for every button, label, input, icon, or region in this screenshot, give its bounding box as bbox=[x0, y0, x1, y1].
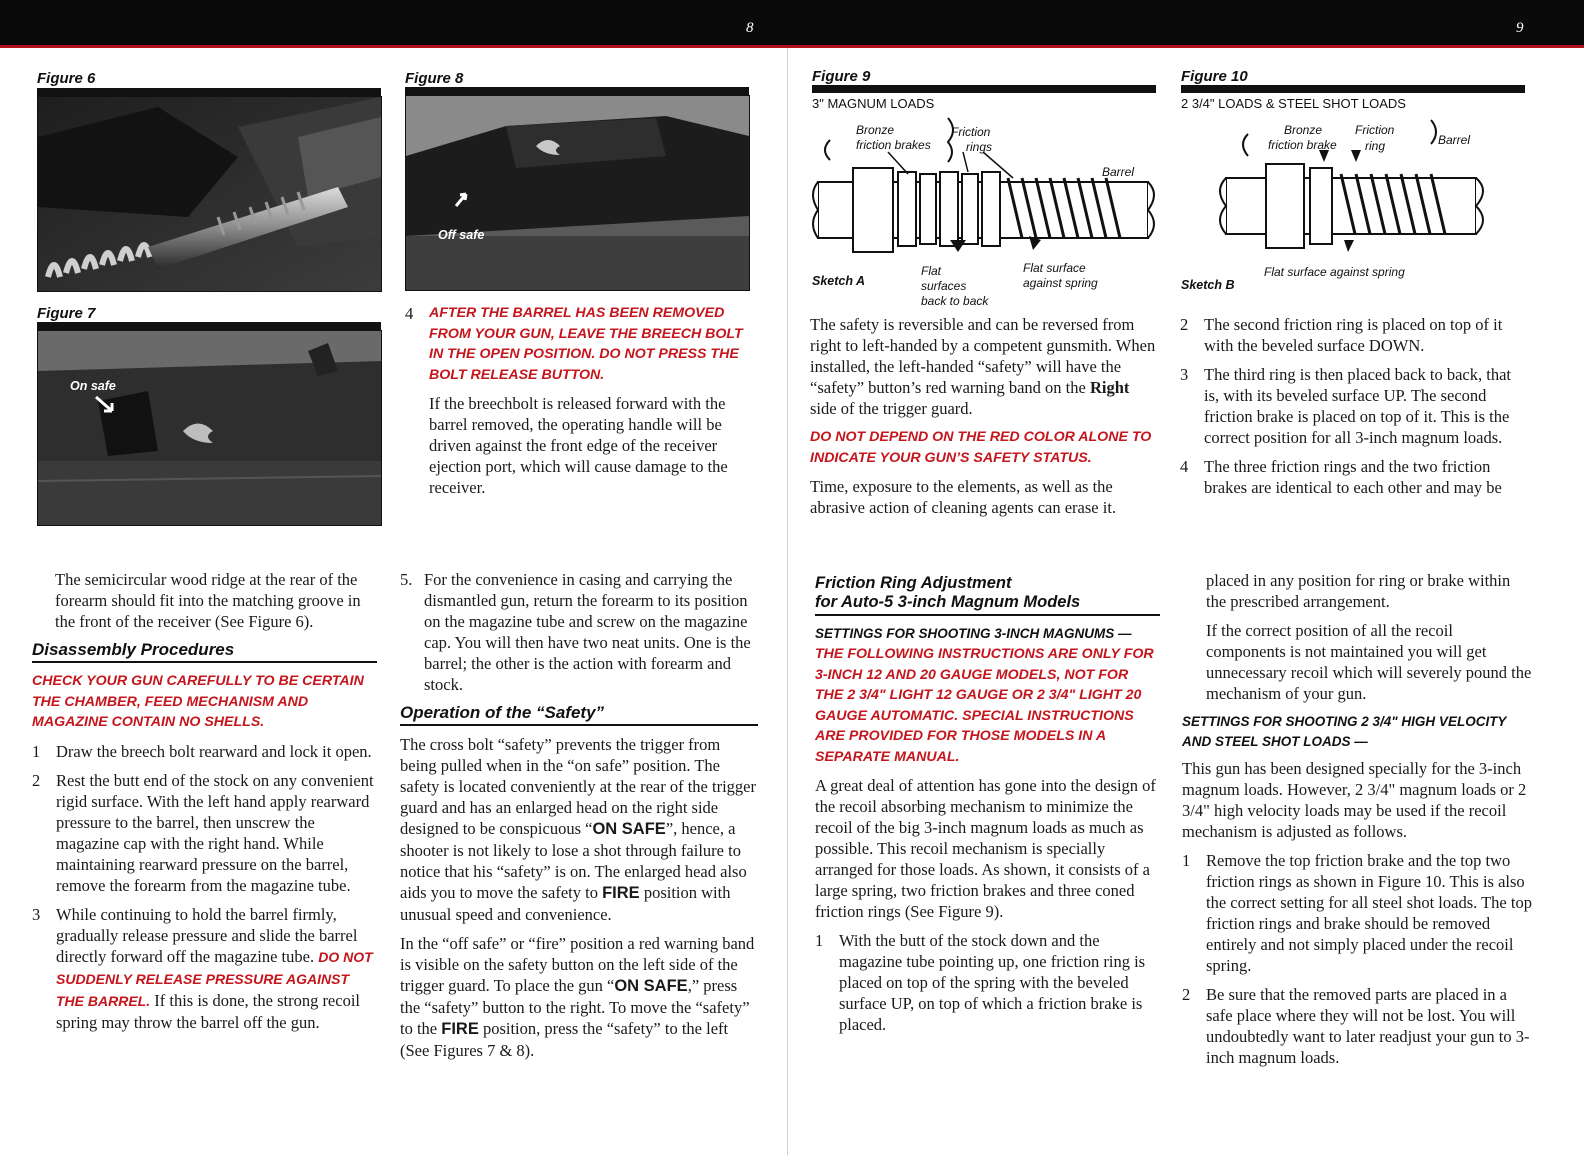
figure-9-label: Figure 9 bbox=[812, 68, 871, 85]
list-item bbox=[400, 569, 758, 695]
sketch-a-label: Sketch A bbox=[812, 274, 866, 288]
item-number: 3 bbox=[32, 904, 41, 924]
figure-10-rule bbox=[1181, 85, 1525, 93]
text-run: side of the trigger guard. bbox=[810, 399, 973, 418]
item-text-a: While continuing to hold the barrel firmly, gradually release pressure and slide the barrel directly forward off the magazine tube. bbox=[56, 904, 358, 966]
text-run: ,” press the “safety” button to the right. To move the “safety” to the bbox=[400, 976, 750, 1038]
item-number: 1 bbox=[1182, 851, 1191, 870]
item-text: For the convenience in casing and carrying the dismantled gun, return the forearm to its position on the magazine tube and screw on the magazine cap. You will then have two neat units. One is the barrel; the other is the action with forearm and stock. bbox=[424, 570, 751, 694]
disassembly-warning: CHECK YOUR GUN CAREFULLY TO BE CERTAIN THE CHAMBER, FEED MECHANISM AND MAGAZINE CONTAIN NO SHELLS. bbox=[32, 673, 364, 730]
col4-lower-text bbox=[1182, 570, 1532, 1076]
safety-paragraph-1 bbox=[400, 734, 758, 925]
page-spine bbox=[787, 48, 788, 1155]
text-run: position with unusual speed and convenience. bbox=[400, 883, 731, 924]
fire-emphasis: FIRE bbox=[602, 884, 640, 902]
figure-10-diagram bbox=[1176, 112, 1528, 282]
figure-9-subtitle: 3" MAGNUM LOADS bbox=[812, 96, 935, 111]
figure-10-subtitle: 2 3/4" LOADS & STEEL SHOT LOADS bbox=[1181, 96, 1406, 111]
col4-upper-text bbox=[1180, 314, 1528, 506]
col2-item-4 bbox=[405, 303, 750, 506]
left-page-number: 8 bbox=[746, 20, 754, 36]
item-text: The three friction rings and the two friction brakes are identical to each other and may be bbox=[1204, 457, 1502, 497]
fig9-label-flat-surface: Flat surface bbox=[1023, 261, 1086, 275]
fig9-label-surfaces: surfaces bbox=[921, 279, 967, 293]
figure-7-label: Figure 7 bbox=[37, 305, 96, 322]
continued-text: placed in any position for ring or brake within the prescribed arrangement. bbox=[1206, 571, 1511, 611]
figure-10-label: Figure 10 bbox=[1181, 68, 1248, 85]
on-safe-emphasis: ON SAFE bbox=[592, 820, 666, 838]
item-text: The second friction ring is placed on top of it with the beveled surface DOWN. bbox=[1204, 315, 1503, 355]
right-page-number: 9 bbox=[1516, 20, 1524, 36]
figure-9-rule bbox=[812, 85, 1156, 93]
figure-6-label: Figure 6 bbox=[37, 70, 96, 87]
figure-8-callout: Off safe bbox=[438, 228, 485, 242]
fig9-label-back-to-back: back to back bbox=[921, 294, 989, 308]
figure-6-photo bbox=[37, 96, 382, 292]
gun-designed-paragraph: This gun has been designed specially for the 3-inch magnum loads. However, 2 3/4" magnum loads or 2 3/4" high velocity loads may be used if the recoil mechanism is adjusted as follows. bbox=[1182, 759, 1527, 841]
item-text bbox=[56, 904, 377, 1033]
figure-8-illustration bbox=[406, 96, 749, 290]
safety-heading: Operation of the “Safety” bbox=[400, 703, 758, 726]
barrel-release-warning: DO NOT SUDDENLY RELEASE PRESSURE AGAINST THE BARREL. bbox=[56, 948, 373, 1009]
fig9-label-flat: Flat bbox=[921, 264, 942, 278]
fire-emphasis: FIRE bbox=[441, 1020, 479, 1038]
col3-lower-text bbox=[815, 570, 1160, 1043]
fig10-label-ring: ring bbox=[1365, 139, 1386, 153]
magnum-settings-warning: THE FOLLOWING INSTRUCTIONS ARE ONLY FOR 3-INCH 12 AND 20 GAUGE MODELS, NOT FOR THE 2 3/4" LIGHT 12 GAUGE OR 2 3/4" LIGHT 20 GAUGE AUTOMATIC. SPECIAL INSTRUCTIONS ARE PROVIDED FOR THOSE MODELS IN A SEPARATE MANUAL. bbox=[815, 646, 1154, 765]
item-text: With the butt of the stock down and the magazine tube pointing up, one friction ring is placed on top of the spring with the beveled surface UP, on top of which a friction brake is placed. bbox=[839, 931, 1146, 1034]
red-color-warning: DO NOT DEPEND ON THE RED COLOR ALONE TO INDICATE YOUR GUN’S SAFETY STATUS. bbox=[810, 429, 1152, 466]
text-run: In the “off safe” or “fire” position a red warning band is visible on the safety button on the left side of the trigger guard. To place the gun “ bbox=[400, 934, 755, 995]
recoil-mechanism-paragraph: A great deal of attention has gone into the design of the recoil absorbing mechanism to minimize the recoil of the big 3-inch magnum loads as much as possible. This recoil mechanism is specially arranged for those loads. As shown, it consists of a large spring, two friction brakes and three coned friction rings (See Figure 9). bbox=[815, 776, 1156, 921]
figure-8-photo bbox=[405, 95, 750, 291]
figure-8-label: Figure 8 bbox=[405, 70, 464, 87]
list-item bbox=[32, 770, 377, 896]
fig9-label-friction: Friction bbox=[951, 125, 991, 139]
figure-7-arrow-icon bbox=[94, 395, 118, 417]
item-number: 5. bbox=[400, 570, 413, 589]
right-emphasis: Right bbox=[1089, 378, 1130, 397]
item-text-b: If this is done, the strong recoil spring may throw the barrel off the gun. bbox=[56, 990, 361, 1032]
item-text: Rest the butt end of the stock on any convenient rigid surface. With the left hand apply rearward pressure to the barrel, then unscrew the magazine cap with the right hand. While maintaining rearward pressure on the barrel, remove the forearm from the magazine tube. bbox=[56, 770, 374, 895]
figure-8-rule bbox=[405, 87, 749, 95]
high-velocity-settings-heading: SETTINGS FOR SHOOTING 2 3/4" HIGH VELOCITY AND STEEL SHOT LOADS — bbox=[1182, 714, 1507, 749]
breech-bolt-warning: AFTER THE BARREL HAS BEEN REMOVED FROM YOUR GUN, LEAVE THE BREECH BOLT IN THE OPEN POSITION. DO NOT PRESS THE BOLT RELEASE BUTTON. bbox=[429, 305, 743, 383]
reversible-safety-paragraph bbox=[810, 314, 1158, 419]
item-number: 2 bbox=[1180, 315, 1189, 334]
fig9-label-rings: rings bbox=[966, 140, 993, 154]
item-text: Remove the top friction brake and the top two friction rings as shown in Figure 10. This is also the correct setting for all steel shot loads. The top friction rings and brake should be removed entirely and not simply placed under the recoil spring. bbox=[1206, 851, 1532, 975]
text-run: ”, hence, a shooter is not likely to lose a shot through failure to notice that his “safety” is on. The enlarged head also aids you to move the safety to bbox=[400, 819, 747, 902]
safety-paragraph-2 bbox=[400, 933, 758, 1061]
figure-7-illustration bbox=[38, 331, 381, 525]
figure-6-rule bbox=[37, 88, 381, 96]
fig10-label-friction-brake: friction brake bbox=[1268, 138, 1337, 152]
fig9-label-barrel: Barrel bbox=[1102, 165, 1135, 179]
recoil-components-paragraph: If the correct position of all the recoil components is not maintained you will get unnecessary recoil which will severely pound the mechanism of your gun. bbox=[1206, 621, 1532, 703]
fig9-label-against-spring: against spring bbox=[1023, 276, 1098, 290]
item-number: 1 bbox=[815, 931, 824, 950]
text-run: position, press the “safety” to the left (See Figures 7 & 8). bbox=[400, 1019, 729, 1060]
item-text: Draw the breech bolt rearward and lock it open. bbox=[56, 741, 372, 761]
item-text: Be sure that the removed parts are placed in a safe place where they will not be lost. You will undoubtedly want to later readjust your gun to 3-inch magnum loads. bbox=[1206, 985, 1530, 1067]
col2-text bbox=[400, 569, 758, 1069]
list-item bbox=[815, 930, 1160, 1035]
item-number: 2 bbox=[32, 770, 41, 790]
list-item bbox=[32, 904, 377, 1033]
forearm-intro: The semicircular wood ridge at the rear of the forearm should fit into the matching groove in the front of the receiver (See Figure 6). bbox=[55, 570, 361, 631]
figure-7-photo bbox=[37, 330, 382, 526]
fig10-label-bronze: Bronze bbox=[1284, 123, 1323, 137]
breech-bolt-text: If the breechbolt is released forward with the barrel removed, the operating handle will be driven against the front edge of the receiver ejection port, which will cause damage to the receiver. bbox=[429, 394, 728, 497]
fig9-label-friction-brakes: friction brakes bbox=[856, 138, 931, 152]
list-item bbox=[1182, 850, 1532, 976]
heading-line-1: Friction Ring Adjustment bbox=[815, 574, 1012, 592]
item-number: 3 bbox=[1180, 365, 1189, 384]
fig10-label-barrel: Barrel bbox=[1438, 133, 1471, 147]
figure-7-callout: On safe bbox=[70, 379, 116, 393]
text-run: The cross bolt “safety” prevents the trigger from being pulled when in the “on safe” position. The safety is located conveniently at the rear of the trigger guard and has an enlarged head on the right side designed to be conspicuous “ bbox=[400, 735, 756, 838]
list-item bbox=[1180, 314, 1528, 356]
figure-7-rule bbox=[37, 322, 381, 330]
col1-text bbox=[32, 569, 377, 1041]
item-number: 4 bbox=[405, 304, 414, 323]
page-header-bar bbox=[0, 0, 1584, 48]
text-run: The safety is reversible and can be reversed from right to left-handed by a competent gunsmith. When installed, the left-handed “safety” will have the “safety” button’s red warning band on the bbox=[810, 315, 1156, 397]
magnum-settings-heading: SETTINGS FOR SHOOTING 3-INCH MAGNUMS — bbox=[815, 626, 1132, 641]
erasure-paragraph: Time, exposure to the elements, as well as the abrasive action of cleaning agents can erase it. bbox=[810, 477, 1117, 517]
fig10-label-friction: Friction bbox=[1355, 123, 1395, 137]
list-item bbox=[1180, 456, 1528, 498]
item-number: 4 bbox=[1180, 457, 1189, 476]
list-item bbox=[32, 741, 377, 762]
item-number: 1 bbox=[32, 741, 41, 761]
on-safe-emphasis: ON SAFE bbox=[614, 977, 688, 995]
figure-6-illustration bbox=[38, 97, 381, 291]
list-item bbox=[1180, 364, 1528, 448]
header-red-rule bbox=[0, 45, 1584, 48]
item-number: 2 bbox=[1182, 985, 1191, 1004]
col3-upper-text bbox=[810, 314, 1158, 526]
fig9-label-bronze: Bronze bbox=[856, 123, 895, 137]
friction-ring-heading bbox=[815, 574, 1160, 616]
heading-line-2: for Auto-5 3-inch Magnum Models bbox=[815, 593, 1081, 611]
item-text: The third ring is then placed back to back, that is, with its beveled surface UP. The second friction brake is placed on top of it. This is the correct position for all 3-inch magnum loads. bbox=[1204, 365, 1511, 447]
list-item bbox=[1182, 984, 1532, 1068]
fig10-label-flat-surface-spring: Flat surface against spring bbox=[1264, 265, 1405, 279]
disassembly-heading: Disassembly Procedures bbox=[32, 640, 377, 663]
sketch-b-label: Sketch B bbox=[1181, 278, 1235, 292]
